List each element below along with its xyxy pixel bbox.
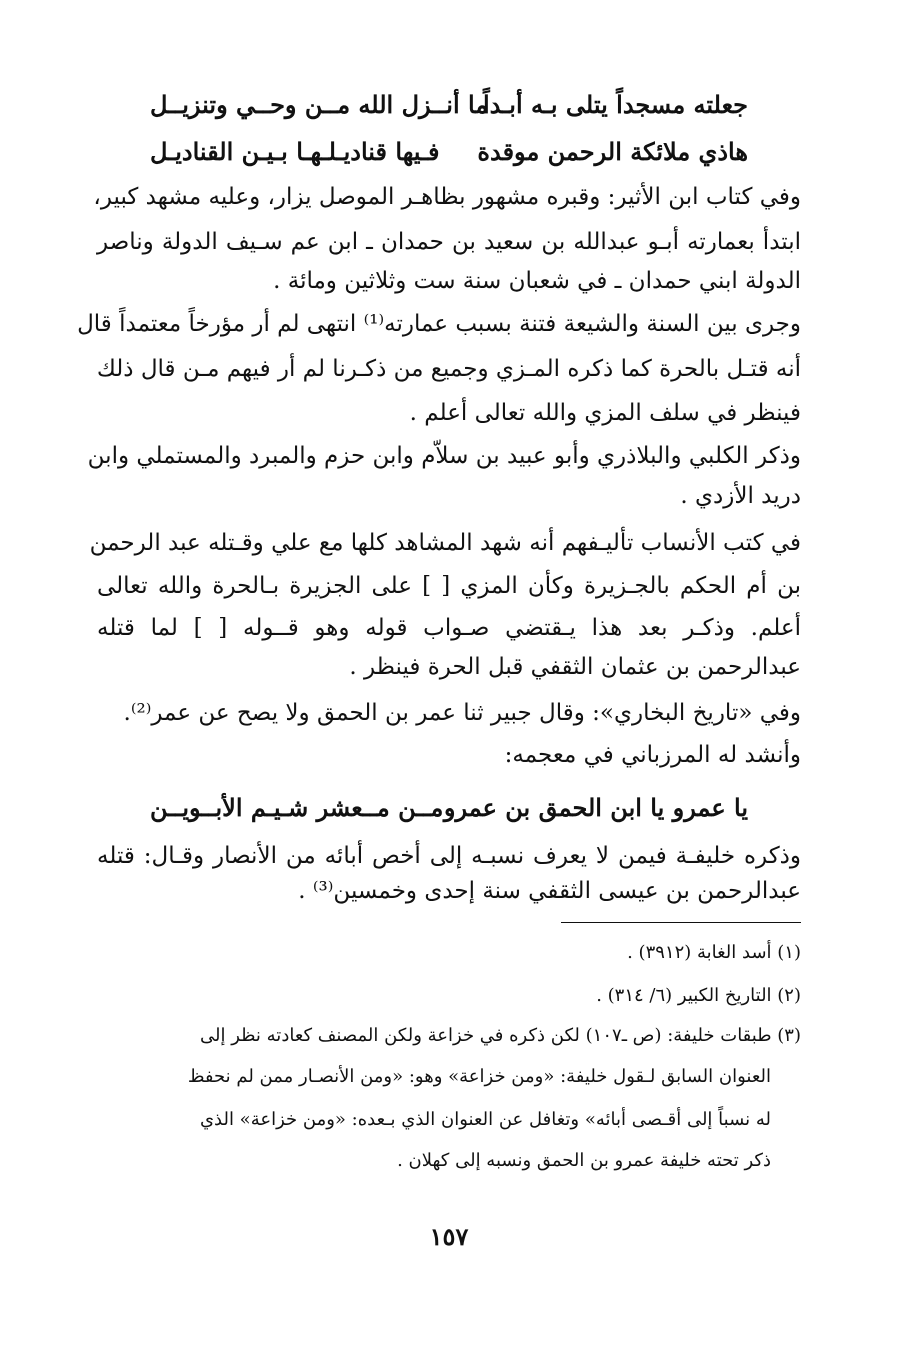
footnote-3-cont: له نسباً إلى أقـصى أبائه» وتغافل عن العنوان الذي بـعده: «ومن خزاعة» الذي [199,1109,771,1130]
para5-line: وفي «تاريخ البخاري»: وقال جبير ثنا عمر بن الحمق ولا يصح عن عمر⁽²⁾. [123,700,801,726]
page-number: ١٥٧ [429,1222,469,1251]
footnote-separator [561,922,801,923]
footnote-2: (٢) التاريخ الكبير (٦/ ٣١٤) . [596,985,801,1006]
para4-line: بن أم الحكم بالجـزيرة وكأن المزي [ ] على الجزيرة بـالحرة والله تعالى [97,573,801,599]
verse-3-right: يا عمرو يا ابن الحمق بن عمرو [443,793,748,822]
para6-line: عبدالرحمن بن عيسى الثقفي سنة إحدى وخمسين⁽³⁾ . [298,878,801,904]
para1-line: وفي كتاب ابن الأثير: وقبره مشهور بظاهـر الموصل يزار، وعليه مشهد كبير، [93,184,801,210]
para4-line: في كتب الأنساب تأليـفهم أنه شهد المشاهد كلها مع علي وقـتله عبد الرحمن [89,530,801,556]
para5-line: وأنشد له المرزباني في معجمه: [504,742,801,768]
footnote-3-cont: العنوان السابق لـقول خليفة: «ومن خزاعة» وهو: «ومن الأنصـار ممن لم نحفظ [187,1066,771,1087]
verse-1-right: جعلته مسجداً يتلى بـه أبـداً [482,90,748,119]
verse-2-left: فـيها قناديـلـهـا بـيـن القناديـل [150,137,440,166]
footnote-3: (٣) طبقات خليفة: (ص ـ١٠٧) لكن ذكره في خزاعة ولكن المصنف كعادته نظر إلى [200,1025,801,1046]
verse-2-right: هاذي ملائكة الرحمن موقدة [477,137,748,166]
para2-line: أنه قتـل بالحرة كما ذكره المـزي وجميع من ذكـرنا لم أر فيهم مـن قال ذلك [96,356,801,382]
footnote-1: (١) أسد الغابة (٣٩١٢) . [627,942,801,963]
verse-3-left: مــن مــعشر شـيـم الأبــويــن [150,793,444,822]
para2-line: وجرى بين السنة والشيعة فتنة بسبب عمارته⁽¹⁾ انتهى لم أر مؤرخاً معتمداً قال [77,311,801,337]
para4-line: عبدالرحمن بن عثمان الثقفي قبل الحرة فينظر . [349,654,801,680]
footnote-3-cont: ذكر تحته خليفة عمرو بن الحمق ونسبه إلى كهلان . [397,1150,771,1171]
para6-line: وذكره خليفـة فيمن لا يعرف نسبـه إلى أخص أبائه من الأنصار وقـال: قتله [97,843,801,869]
para3-line: دريد الأزدي . [680,483,801,509]
para1-line: ابتدأ بعمارته أبـو عبدالله بن سعيد بن حمدان ـ ابن عم سـيف الدولة وناصر [97,229,801,255]
para1-line: الدولة ابني حمدان ـ في شعبان سنة ست وثلاثين ومائة . [273,268,801,294]
para4-line: أعلم. وذكـر بعد هذا يـقتضي صـواب قوله وهو قــوله [ ] لما قتله [97,615,801,641]
verse-1-left: ما أنــزل الله مــن وحــي وتنزيــل [150,90,489,119]
para2-line: فينظر في سلف المزي والله تعالى أعلم . [409,400,801,426]
para3-line: وذكر الكلبي والبلاذري وأبو عبيد بن سلاّم وابن حزم والمبرد والمستملي وابن [87,443,801,469]
